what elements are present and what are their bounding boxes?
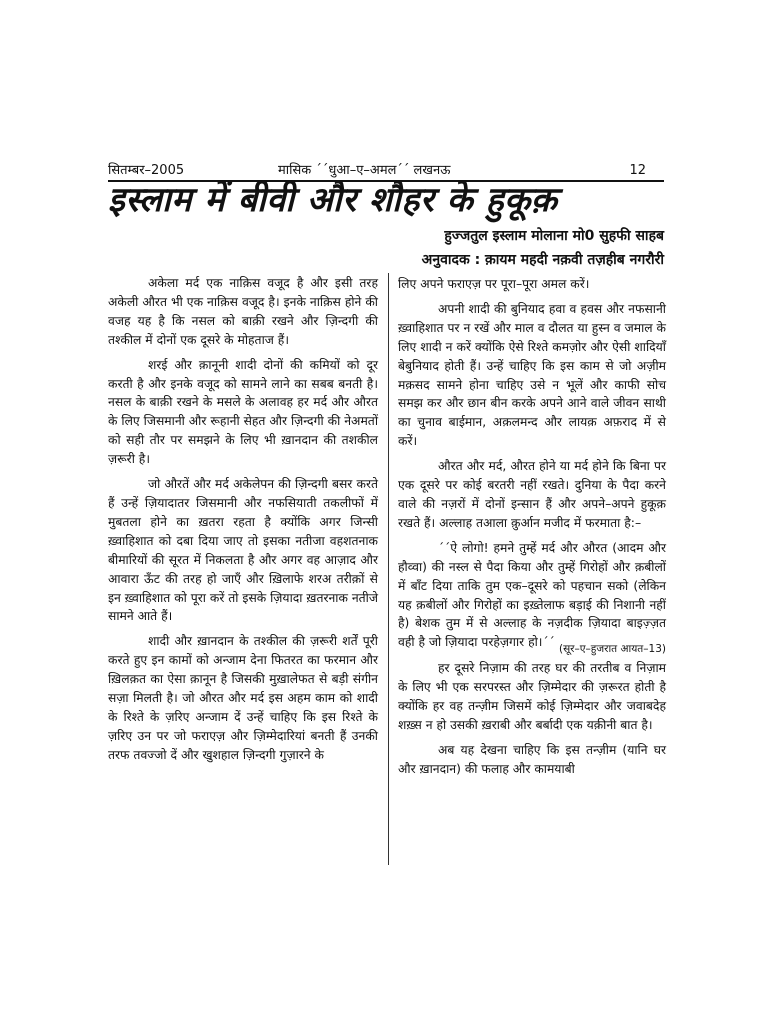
paragraph: हर दूसरे निज़ाम की तरह घर की तरतीब व निज़ाम के लिए भी एक सरपरस्त और ज़िम्मेदार की ज़रूरत होती है क्योंकि हर वह तन्ज़ीम जिसमें कोई ज़िम्मेदार और जवाबदेह शख़्स न हो उसकी ख़राबी और बर्बादी एक यक़ीनी बात है। [398,661,666,732]
author-name: हुज्जतुल इस्लाम मोलाना मो0 सुहफी साहब [444,228,664,244]
translator-name: अनुवादक : क़ायम महदी नक़वी तज़हीब नगरौरी [421,252,664,268]
paragraph: शरई और क़ानूनी शादी दोनों की कमियों को दूर करती है और इनके वजूद को सामने लाने का सबब बनती है। नसल के बाक़ी रखने के मसले के अलावह हर मर्द और औरत के लिए जिसमानी और रूहानी सेहत और ज़िन्दगी की नेअमतों को सही तौर पर समझने के लिए भी ख़ानदान की तशकील ज़रूरी है। [108,357,378,467]
left-column [108,274,378,771]
magazine-name: मासिक ´´धुआ–ए–अमल´´ लखनऊ [278,163,451,178]
paragraph: जो औरतें और मर्द अकेलेपन की ज़िन्दगी बसर करते हैं उन्हें ज़ियादातर जिसमानी और नफसियाती तकलीफों में मुबतला होने का ख़तरा रहता है क्योंकि अगर जिन्सी ख़्वाहिशात को दबा दिया जाए तो इसका नतीजा वहशतनाक बीमारियों की सूरत में निकलता है और अगर वह आज़ाद और आवारा ऊँट की तरह हो जाएँ और ख़िलाफे शरअ तरीक़ों से इन ख़्वाहिशात को पूरा करें तो इसके ज़ियादा ख़तरनाक नतीजे सामने आते हैं। [108,477,378,624]
paragraph: औरत और मर्द, औरत होने या मर्द होने कि बिना पर एक दूसरे पर कोई बरतरी नहीं रखते। दुनिया के पैदा करने वाले की नज़रों में दोनों इन्सान हैं और अपने–अपने हुकूक़ रखते हैं। अल्लाह तआला क़ुर्आन मजीद में फरमाता है:– [398,459,666,530]
article-title: इस्लाम में बीवी और शौहर के हुकूक़ [108,180,558,220]
paragraph: अपनी शादी की बुनियाद हवा व हवस और नफसानी ख़्वाहिशात पर न रखें और माल व दौलत या हुस्न व जमाल के लिए शादी न करें क्योंकि ऐसे रिश्ते कमज़ोर और ऐसी शादियाँ बेबुनियाद होती हैं। उन्हें चाहिए कि इस काम से जो अज़ीम मक़सद सामने होना चाहिए उसे न भूलें और काफी सोच समझ कर और छान बीन करके अपने आने वाले जीवन साथी का चुनाव बाईमान, अक़लमन्द और लायक़ अफ़राद में से करें। [398,301,666,449]
paragraph: अब यह देखना चाहिए कि इस तन्ज़ीम (यानि घर और ख़ानदान) की फलाह और कामयाबी [398,742,666,776]
page-number: 12 [629,163,646,178]
quote-reference: (सूर–ए–हुजरात आयत–13) [558,643,666,656]
right-column [398,275,666,785]
issue-date: सितम्बर–2005 [108,163,185,178]
paragraph: शादी और ख़ानदान के तश्कील की ज़रूरी शर्तें पूरी करते हुए इन कामों को अन्जाम देना फितरत का फरमान और ख़िलक़त का ऐसा क़ानून है जिसकी मुख़ालेफत से बड़ी संगीन सज़ा मिलती है। जो औरत और मर्द इस अहम काम को शादी के रिश्ते के ज़रिए अन्जाम दें उन्हें चाहिए कि इस रिश्ते के ज़रिए उन पर जो फराएज़ और ज़िम्मेदारियां बनती हैं उनकी तरफ तवज्जो दें और खुशहाल ज़िन्दगी गुज़ारने के [108,634,378,762]
paragraph: लिए अपने फराएज़ पर पूरा–पूरा अमल करें। [398,277,590,291]
author-block [422,224,664,272]
paragraph: अकेला मर्द एक नाक़िस वजूद है और इसी तरह अकेली औरत भी एक नाक़िस वजूद है। इनके नाक़िस होने की वजह यह है कि नसल को बाक़ी रखने और ज़िन्दगी की तश्कील में दोनों एक दूसरे के मोहताज हैं। [108,276,378,347]
quran-quote: ´´ऐ लोगो! हमने तुम्हें मर्द और औरत (आदम और हौव्वा) की नस्ल से पैदा किया और तुम्हें गिरोहों और क़बीलों में बाँट दिया ताकि तुम एक–दूसरे को पहचान सको (लेकिन यह क़बीलों और गिरोहों का इख़्तेलाफ बड़ाई की निशानी नहीं है) बेशक तुम में से अल्लाह के नज़दीक ज़ियादा बाइज़्ज़त वही है जो ज़ियादा परहेज़गार हो।´´ [398,540,666,650]
column-divider [388,273,389,865]
